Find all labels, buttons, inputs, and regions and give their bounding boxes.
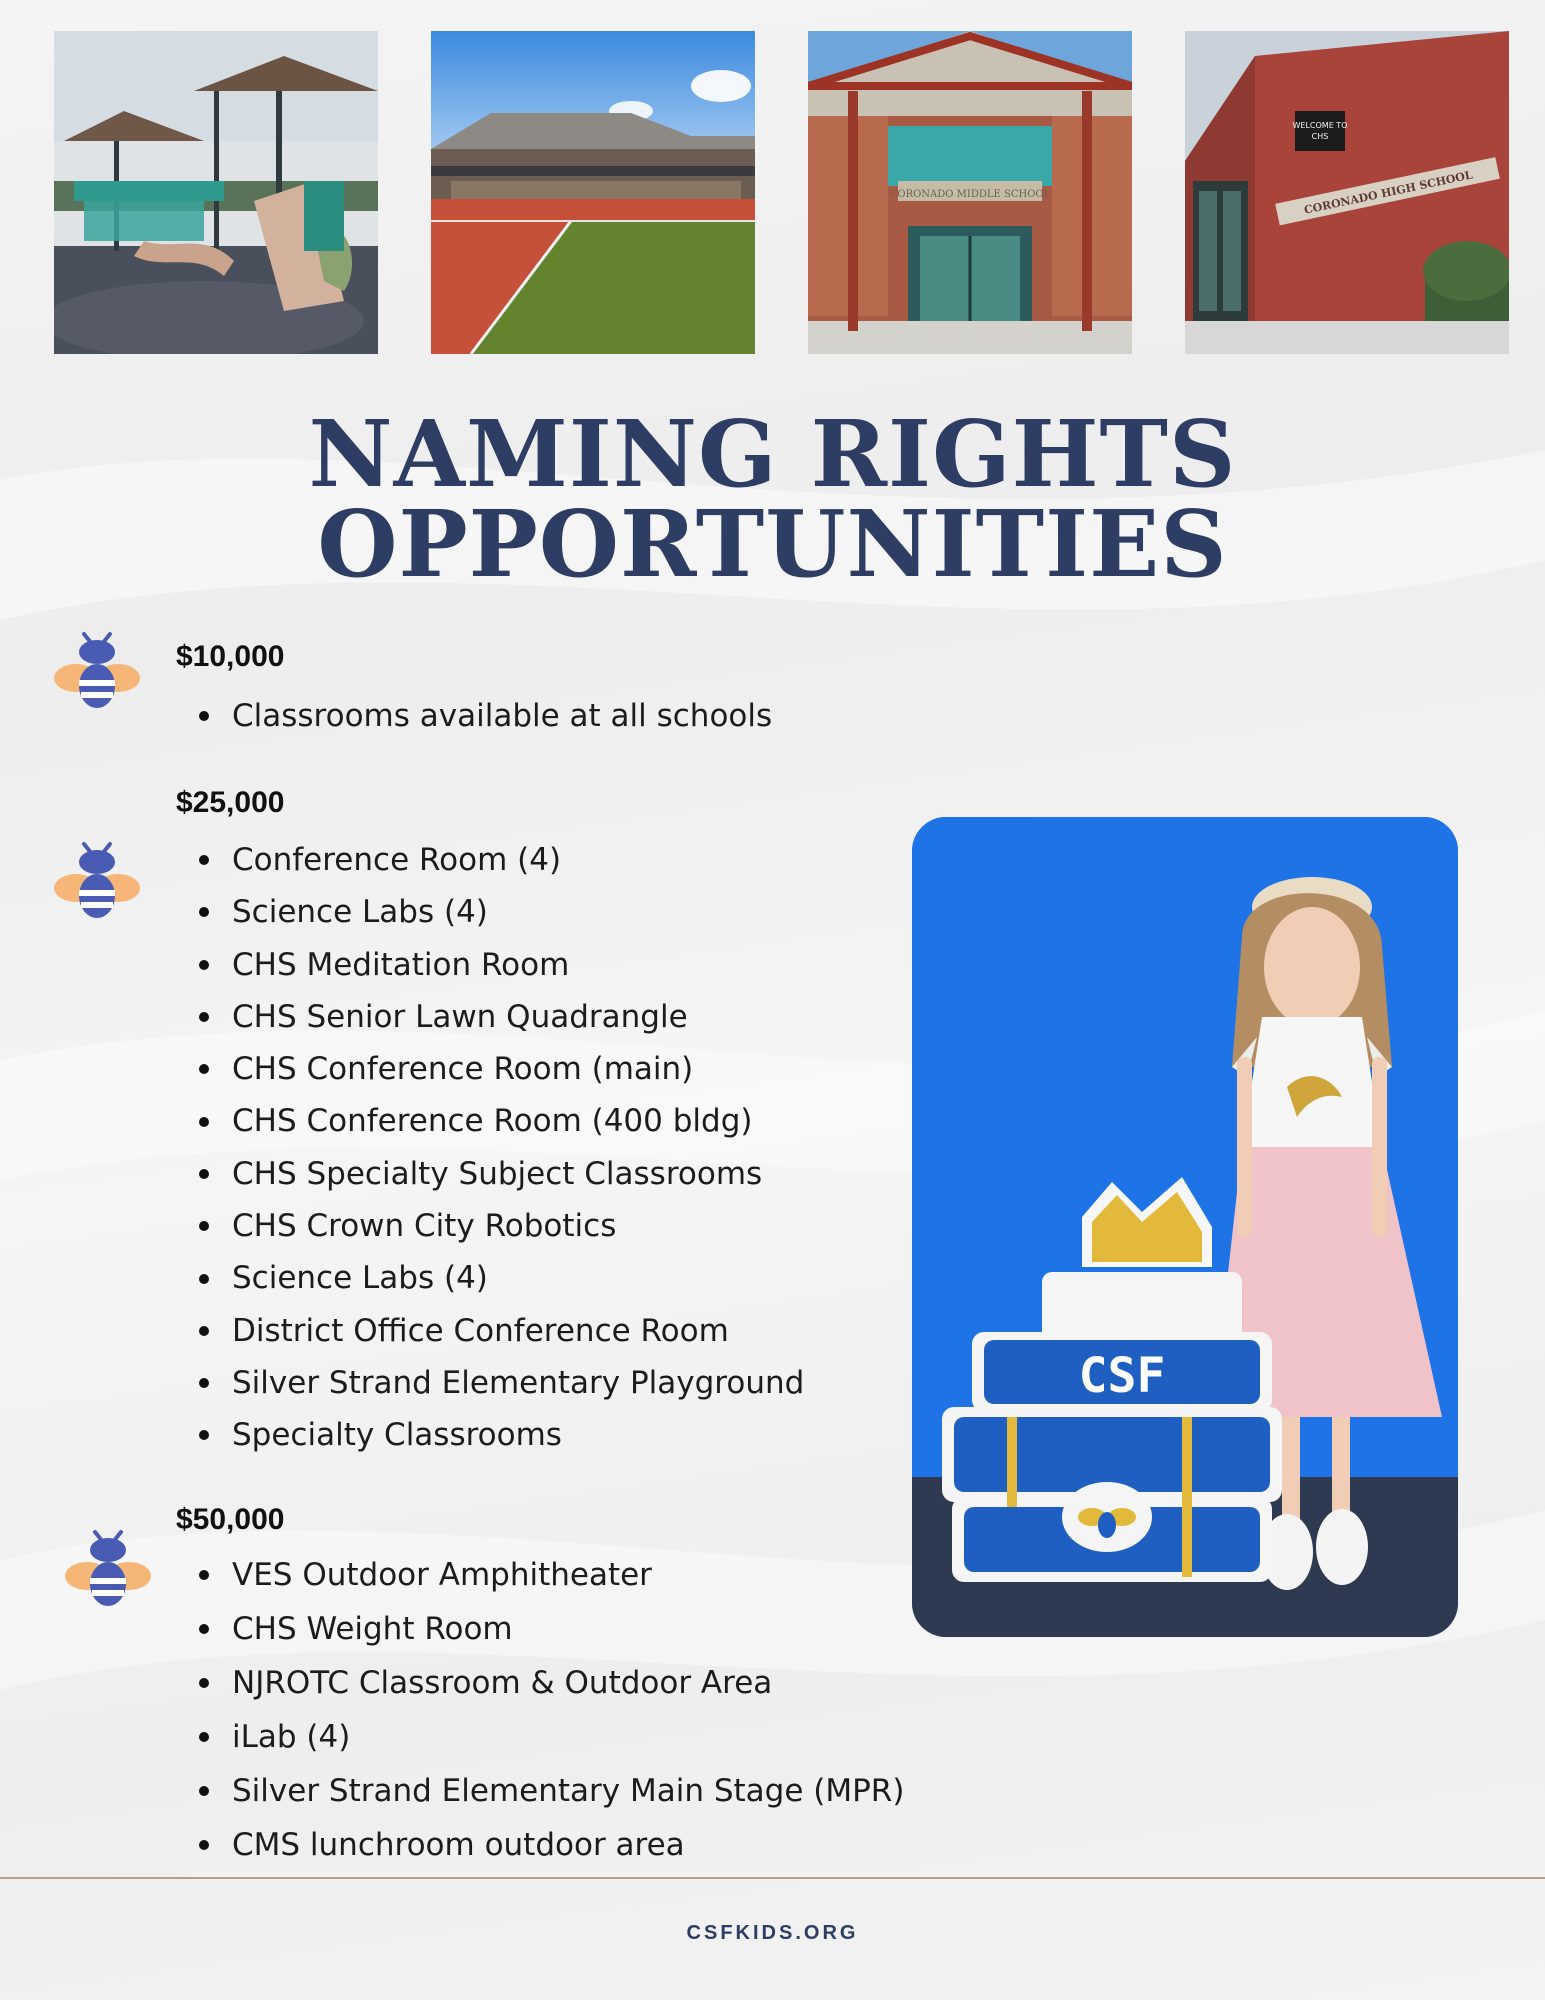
list-item: VES Outdoor Amphitheater bbox=[232, 1548, 904, 1602]
bee-icon bbox=[63, 1526, 153, 1616]
tier-items-25000 bbox=[184, 834, 804, 1462]
high-school-sign: CORONADO HIGH SCHOOL bbox=[1302, 168, 1474, 217]
list-item: CHS Meditation Room bbox=[232, 939, 804, 991]
list-item: NJROTC Classroom & Outdoor Area bbox=[232, 1656, 904, 1710]
list-item: CMS lunchroom outdoor area bbox=[232, 1818, 904, 1872]
list-item: Silver Strand Elementary Main Stage (MPR) bbox=[232, 1764, 904, 1818]
high-school-building-photo bbox=[1185, 31, 1509, 354]
list-item: Classrooms available at all schools bbox=[232, 688, 772, 744]
list-item: CHS Conference Room (400 bldg) bbox=[232, 1095, 804, 1147]
list-item: Silver Strand Elementary Playground bbox=[232, 1357, 804, 1409]
footer-divider bbox=[0, 1877, 1545, 1879]
page-title-line-2: OPPORTUNITIES bbox=[317, 490, 1228, 598]
list-item: Conference Room (4) bbox=[232, 834, 804, 886]
page-title-line-1: NAMING RIGHTS bbox=[308, 400, 1237, 508]
footer-website-link[interactable]: CSFKIDS.ORG bbox=[686, 1922, 859, 1944]
list-item: Specialty Classrooms bbox=[232, 1409, 804, 1461]
high-school-marquee: WELCOME TO bbox=[1292, 121, 1348, 130]
middle-school-entrance-photo bbox=[808, 31, 1132, 354]
csf-sign-text: CSF bbox=[1078, 1348, 1166, 1404]
tier-price-50000: $50,000 bbox=[176, 1503, 285, 1536]
list-item: CHS Specialty Subject Classrooms bbox=[232, 1148, 804, 1200]
tier-items-10000 bbox=[184, 688, 772, 744]
svg-text:CHS: CHS bbox=[1311, 132, 1329, 141]
list-item: Science Labs (4) bbox=[232, 886, 804, 938]
tier-items-50000 bbox=[184, 1548, 904, 1872]
playground-photo bbox=[54, 31, 378, 354]
bee-icon bbox=[52, 628, 142, 718]
list-item: iLab (4) bbox=[232, 1710, 904, 1764]
tier-price-10000: $10,000 bbox=[176, 640, 285, 673]
list-item: CHS Crown City Robotics bbox=[232, 1200, 804, 1252]
list-item: Science Labs (4) bbox=[232, 1252, 804, 1304]
list-item: CHS Conference Room (main) bbox=[232, 1043, 804, 1095]
list-item: District Office Conference Room bbox=[232, 1305, 804, 1357]
student-with-csf-sign-photo bbox=[912, 817, 1458, 1637]
middle-school-sign: CORONADO MIDDLE SCHOOL bbox=[889, 189, 1051, 200]
list-item: CHS Senior Lawn Quadrangle bbox=[232, 991, 804, 1043]
athletic-field-photo bbox=[431, 31, 755, 354]
list-item: CHS Weight Room bbox=[232, 1602, 904, 1656]
bee-icon bbox=[52, 838, 142, 928]
tier-price-25000: $25,000 bbox=[176, 786, 285, 819]
